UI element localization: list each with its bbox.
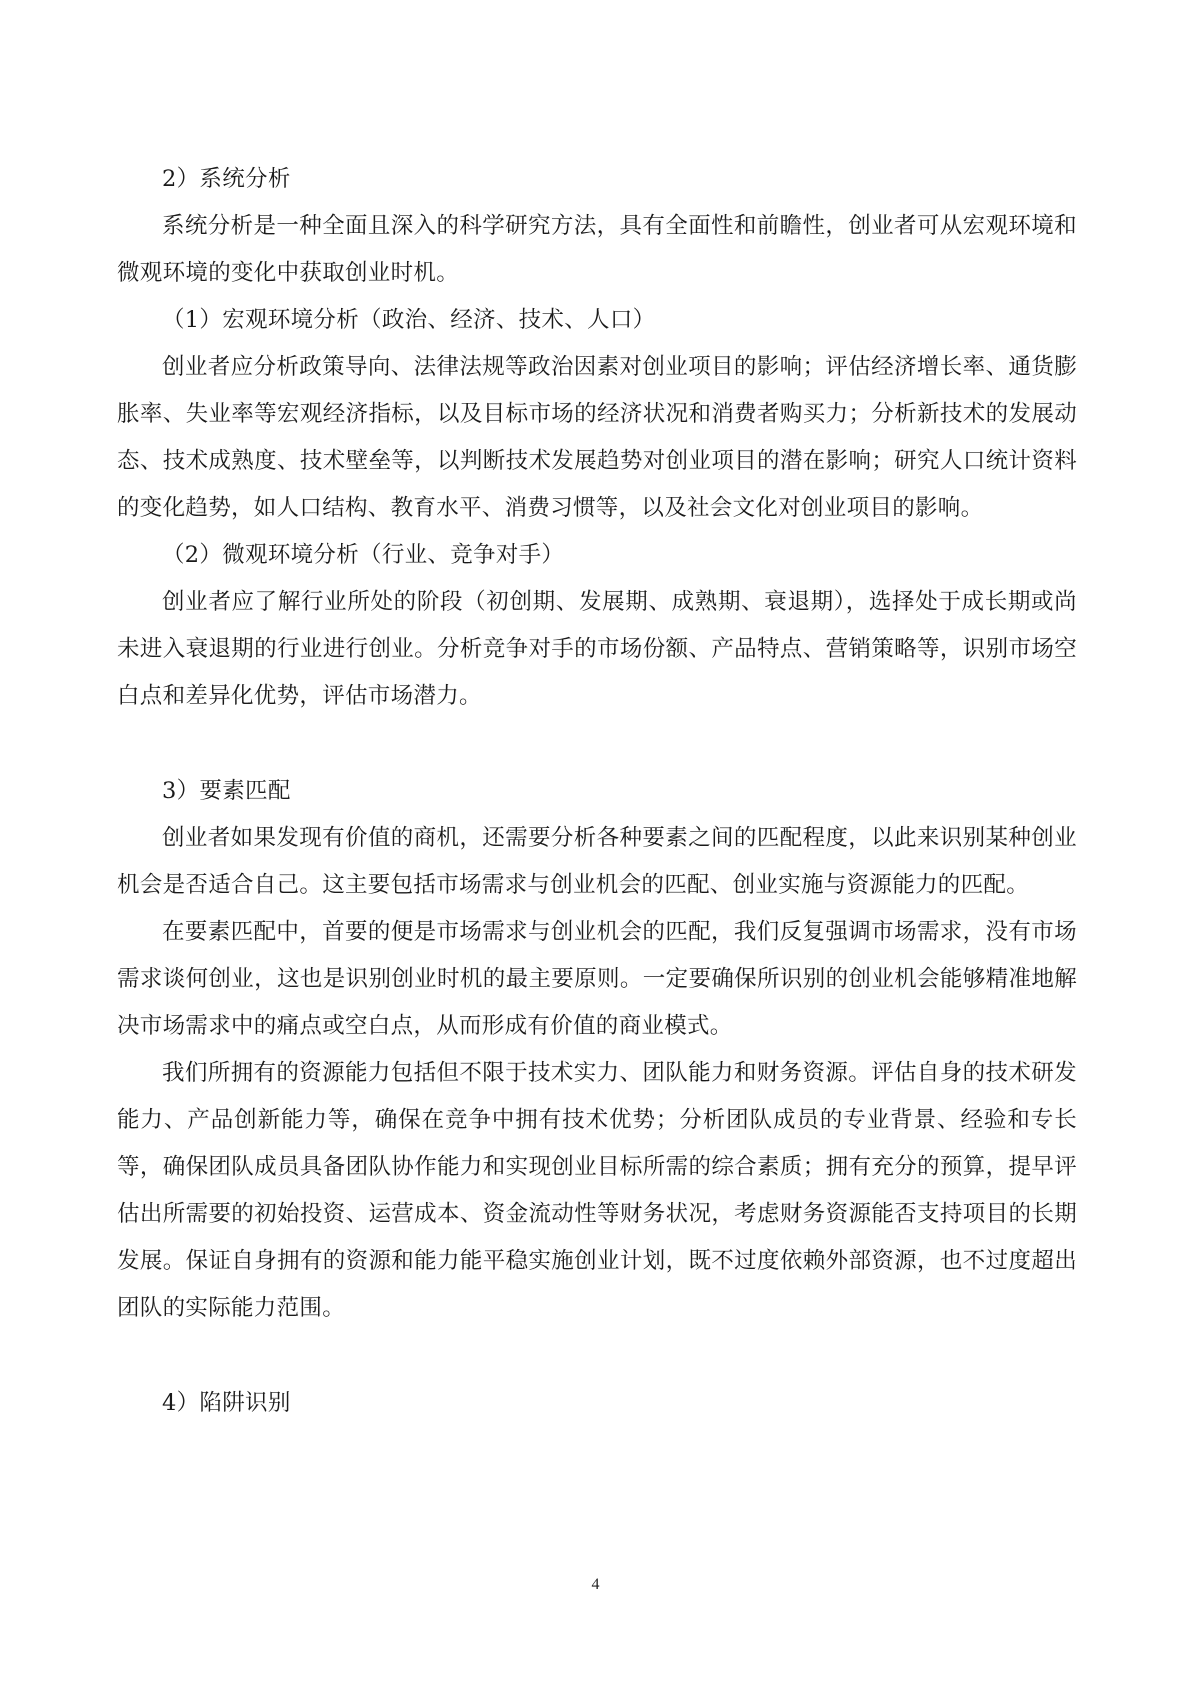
subheading-micro-environment: （2）微观环境分析（行业、竞争对手） xyxy=(162,542,565,568)
section-heading-system-analysis: 2）系统分析 xyxy=(162,166,291,192)
paragraph-macro-environment: 创业者应分析政策导向、法律法规等政治因素对创业项目的影响；评估经济增长率、通货膨胀率、失业率等宏观经济指标，以及目标市场的经济状况和消费者购买力；分析新技术的发展动态、技术成熟度、技术壁垒等，以判断技术发展趋势对创业项目的潜在影响；研究人口统计资料的变化趋势，如人口结构、教育水平、消费习惯等，以及社会文化对创业项目的影响。 xyxy=(117,354,1077,521)
paragraph-micro-environment: 创业者应了解行业所处的阶段（初创期、发展期、成熟期、衰退期），选择处于成长期或尚未进入衰退期的行业进行创业。分析竞争对手的市场份额、产品特点、营销策略等，识别市场空白点和差异化优势，评估市场潜力。 xyxy=(117,589,1077,709)
section-heading-trap-identification: 4）陷阱识别 xyxy=(162,1390,291,1416)
section-spacer xyxy=(117,1332,1077,1380)
paragraph-system-analysis-intro: 系统分析是一种全面且深入的科学研究方法，具有全面性和前瞻性，创业者可从宏观环境和微观环境的变化中获取创业时机。 xyxy=(117,213,1077,286)
paragraph-factor-matching-1: 创业者如果发现有价值的商机，还需要分析各种要素之间的匹配程度，以此来识别某种创业机会是否适合自己。这主要包括市场需求与创业机会的匹配、创业实施与资源能力的匹配。 xyxy=(117,825,1077,898)
page-content xyxy=(117,156,1077,1427)
subheading-macro-environment: （1）宏观环境分析（政治、经济、技术、人口） xyxy=(162,307,656,333)
page-number: 4 xyxy=(591,1576,600,1593)
paragraph-factor-matching-2: 在要素匹配中，首要的便是市场需求与创业机会的匹配，我们反复强调市场需求，没有市场需求谈何创业，这也是识别创业时机的最主要原则。一定要确保所识别的创业机会能够精准地解决市场需求中的痛点或空白点，从而形成有价值的商业模式。 xyxy=(117,919,1077,1039)
section-heading-factor-matching: 3）要素匹配 xyxy=(162,778,291,804)
paragraph-factor-matching-3: 我们所拥有的资源能力包括但不限于技术实力、团队能力和财务资源。评估自身的技术研发能力、产品创新能力等，确保在竞争中拥有技术优势；分析团队成员的专业背景、经验和专长等，确保团队成员具备团队协作能力和实现创业目标所需的综合素质；拥有充分的预算，提早评估出所需要的初始投资、运营成本、资金流动性等财务状况，考虑财务资源能否支持项目的长期发展。保证自身拥有的资源和能力能平稳实施创业计划，既不过度依赖外部资源，也不过度超出团队的实际能力范围。 xyxy=(117,1060,1077,1321)
section-spacer xyxy=(117,720,1077,768)
